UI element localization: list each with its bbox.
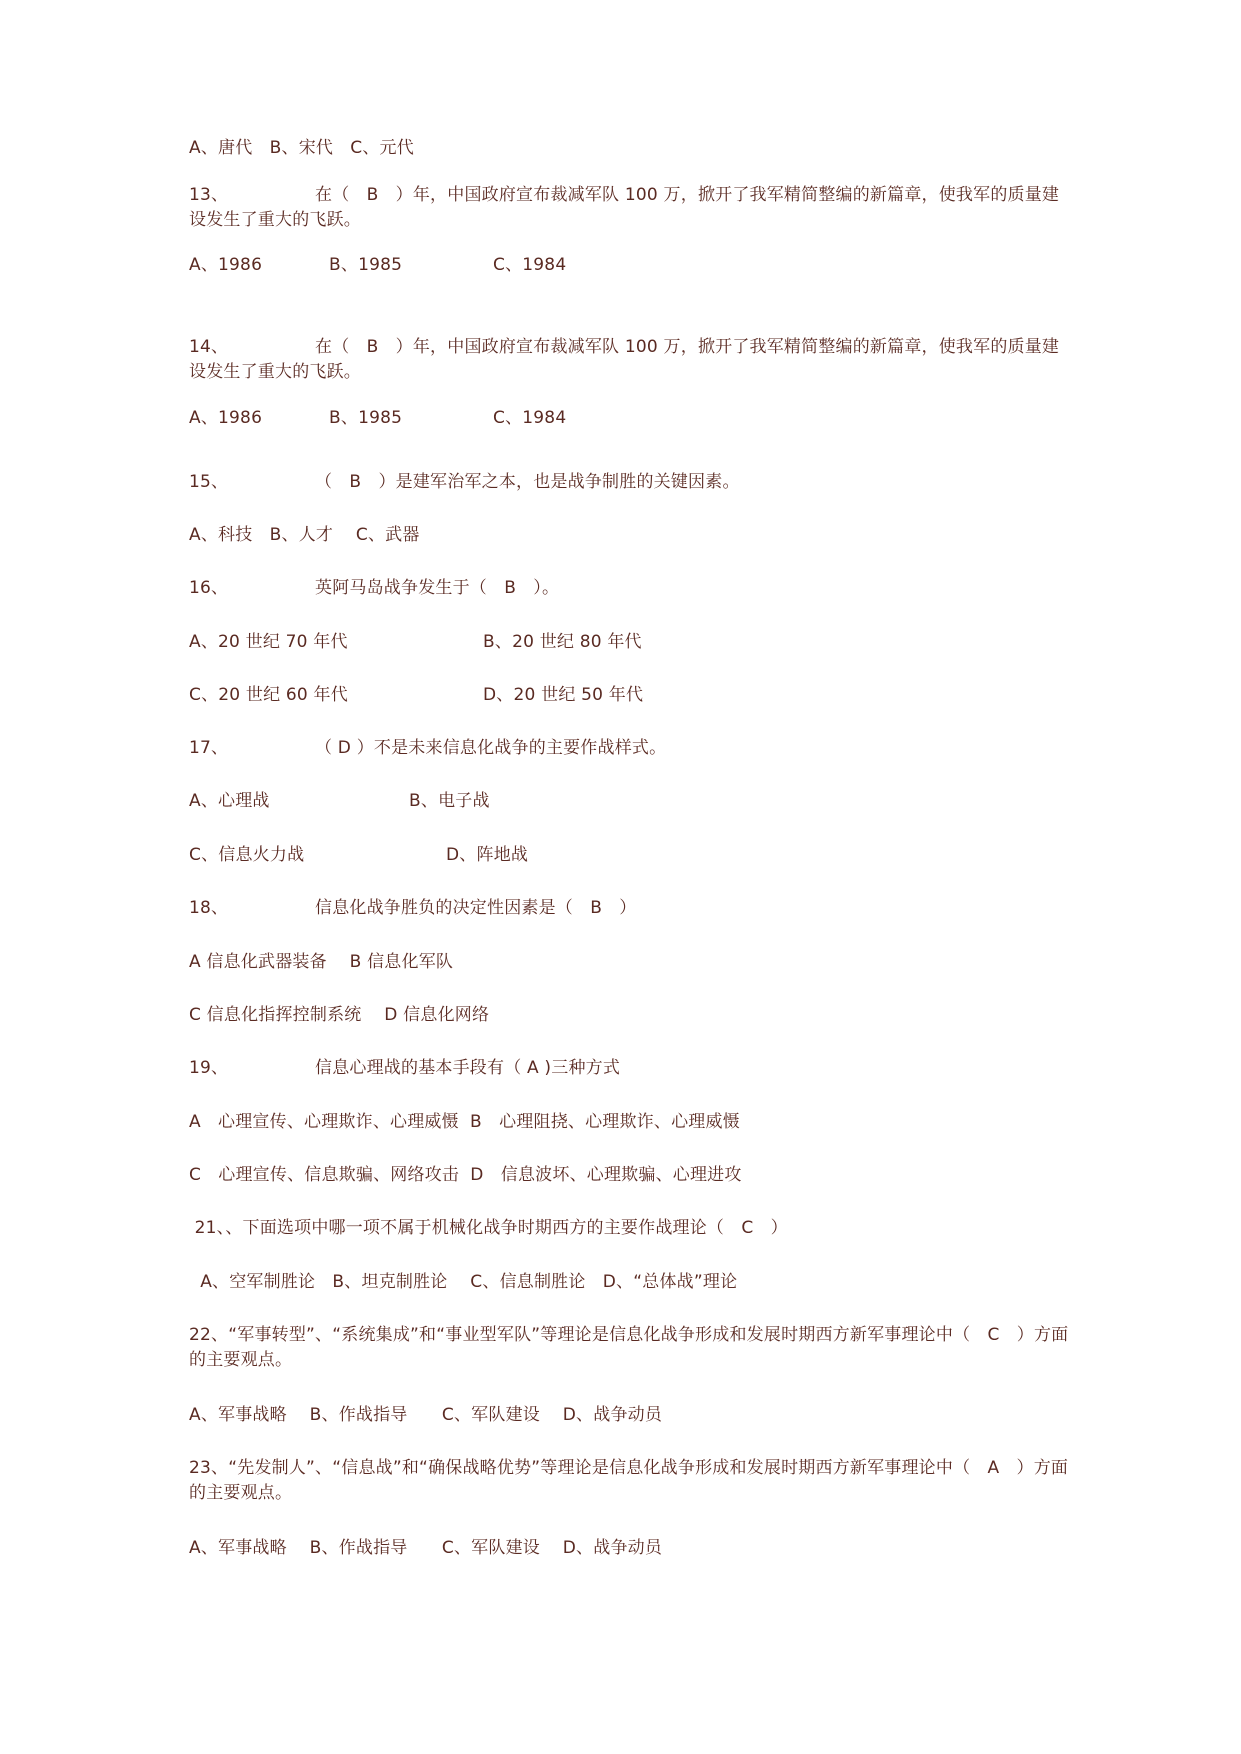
answer-options — [189, 843, 528, 868]
question-number: 14、 — [189, 337, 229, 357]
option-d: D、阵地战 — [446, 845, 529, 865]
question-text: 在（ B ）年，中国政府宣布裁减军队 100 万，掀开了我军精简整编的新篇章，使我军的质量建设发生了重大的飞跃。 — [189, 337, 1060, 382]
answer-options: A 心理宣传、心理欺诈、心理威慑 B 心理阻挠、心理欺诈、心理威慑 — [189, 1112, 740, 1132]
question-number: 13、 — [189, 185, 229, 205]
question-text: 信息心理战的基本手段有（ A )三种方式 — [315, 1058, 621, 1078]
question-number: 16、 — [189, 578, 229, 598]
option-a: A、心理战 — [189, 791, 270, 811]
question-text: 在（ B ）年，中国政府宣布裁减军队 100 万，掀开了我军精简整编的新篇章，使我军的质量建设发生了重大的飞跃。 — [189, 185, 1060, 230]
answer-options: C 心理宣传、信息欺骗、网络攻击 D 信息波坏、心理欺骗、心理进攻 — [189, 1165, 742, 1185]
option-b: B、1985 — [329, 255, 403, 275]
question-number: 19、 — [189, 1058, 229, 1078]
question-text: （ D ）不是未来信息化战争的主要作战样式。 — [315, 738, 667, 758]
option-c: C、1984 — [493, 408, 567, 428]
question-21: 21、、下面选项中哪一项不属于机械化战争时期西方的主要作战理论（ C ） — [189, 1218, 788, 1238]
answer-options — [189, 789, 490, 814]
question-23: 23、“先发制人”、“信息战”和“确保战略优势”等理论是信息化战争形成和发展时期西方新军事理论中（ A ）方面的主要观点。 — [189, 1458, 1069, 1503]
question-number: 18、 — [189, 898, 229, 918]
answer-options: A、唐代 B、宋代 C、元代 — [189, 138, 414, 158]
option-d: D、20 世纪 50 年代 — [483, 685, 644, 705]
question-18 — [189, 896, 636, 921]
answer-options — [189, 406, 566, 431]
answer-options: A、军事战略 B、作战指导 C、军队建设 D、战争动员 — [189, 1405, 663, 1425]
option-a: A、1986 — [189, 408, 263, 428]
answer-options — [189, 253, 566, 278]
option-c: C、1984 — [493, 255, 567, 275]
question-13 — [189, 183, 1069, 233]
question-text: 信息化战争胜负的决定性因素是（ B ） — [315, 898, 637, 918]
answer-options: A、军事战略 B、作战指导 C、军队建设 D、战争动员 — [189, 1538, 663, 1558]
option-b: B、1985 — [329, 408, 403, 428]
option-b: B、20 世纪 80 年代 — [483, 632, 642, 652]
answer-options — [189, 683, 643, 708]
option-a: A、20 世纪 70 年代 — [189, 632, 348, 652]
answer-options: C 信息化指挥控制系统 D 信息化网络 — [189, 1005, 490, 1025]
question-text: （ B ）是建军治军之本，也是战争制胜的关键因素。 — [315, 472, 740, 492]
question-text: 英阿马岛战争发生于（ B ）。 — [315, 578, 560, 598]
option-c: C、20 世纪 60 年代 — [189, 685, 348, 705]
answer-options: A、科技 B、人才 C、武器 — [189, 525, 420, 545]
option-c: C、信息火力战 — [189, 845, 305, 865]
question-17 — [189, 736, 666, 761]
question-14 — [189, 335, 1069, 385]
question-22: 22、“军事转型”、“系统集成”和“事业型军队”等理论是信息化战争形成和发展时期西方新军事理论中（ C ）方面的主要观点。 — [189, 1325, 1069, 1370]
answer-options: A、空军制胜论 B、坦克制胜论 C、信息制胜论 D、“总体战”理论 — [189, 1272, 738, 1292]
question-number: 17、 — [189, 738, 229, 758]
question-15 — [189, 470, 740, 495]
option-b: B、电子战 — [409, 791, 490, 811]
answer-options: A 信息化武器装备 B 信息化军队 — [189, 952, 454, 972]
question-16 — [189, 576, 559, 601]
answer-options — [189, 630, 642, 655]
question-number: 15、 — [189, 472, 229, 492]
option-a: A、1986 — [189, 255, 263, 275]
question-19 — [189, 1056, 620, 1081]
